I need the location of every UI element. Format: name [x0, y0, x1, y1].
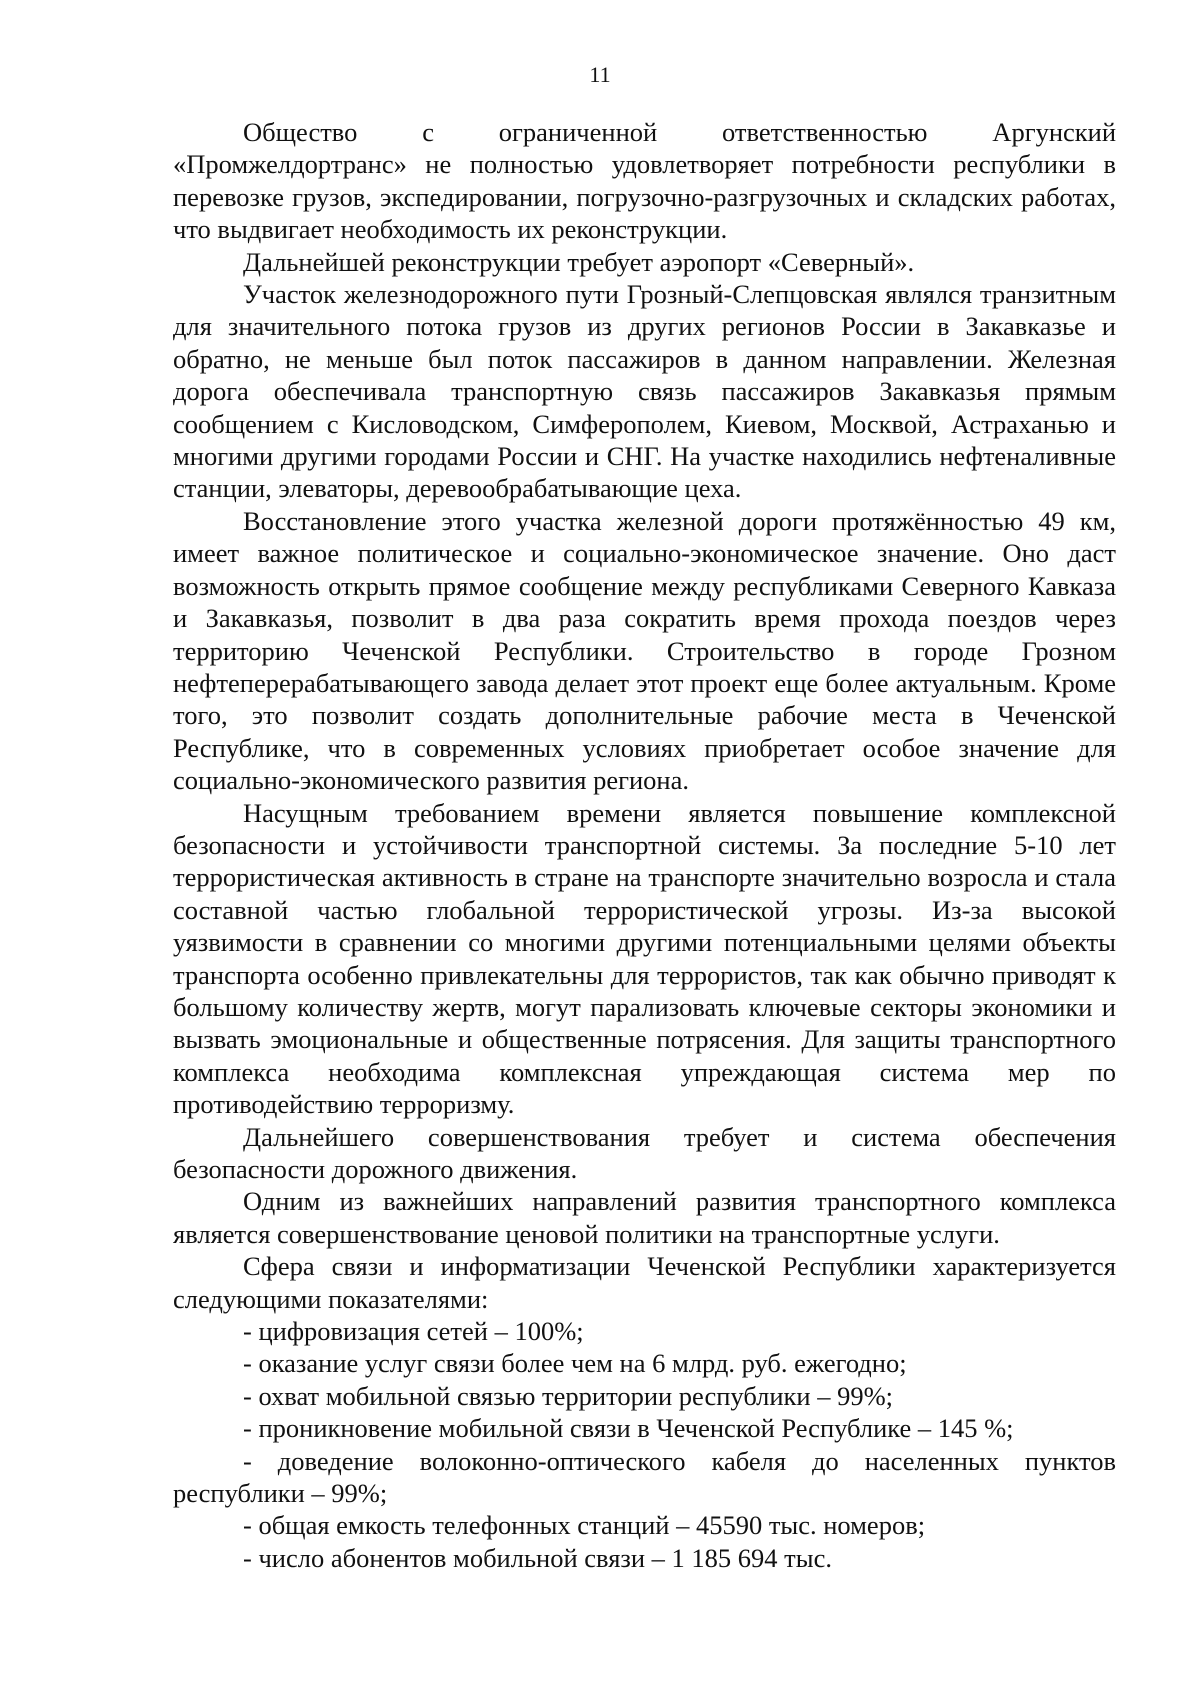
list-item: - цифровизация сетей – 100%; [243, 1316, 584, 1347]
paragraph: Восстановление этого участка железной дороги протяжённостью 49 км, имеет важное политическое и социально-экономическое значение. Оно даст возможность открыть прямое сообщение между республиками Северного Кавказа и Закавказья, позволит в два раза сократить время прохода поездов через территорию Чеченской Республики. Строительство в городе Грозном нефтеперерабатывающего завода делает этот проект еще более актуальным. Кроме того, это позволит создать дополнительные рабочие места в Чеченской Республике, что в современных условиях приобретает особое значение для социально-экономического развития региона. [173, 505, 1116, 796]
list-item: - общая емкость телефонных станций – 45590 тыс. номеров; [243, 1510, 926, 1541]
paragraph: Дальнейшего совершенствования требует и система обеспечения безопасности дорожного движения. [173, 1121, 1116, 1184]
paragraph: Общество с ограниченной ответственностью Аргунский «Промжелдортранс» не полностью удовлетворяет потребности республики в перевозке грузов, экспедировании, погрузочно-разгрузочных и складских работах, что выдвигает необходимость их реконструкции. [173, 117, 1116, 245]
list-item: - доведение волоконно-оптического кабеля до населенных пунктов республики – 99%; [173, 1445, 1116, 1509]
document-body [173, 116, 1116, 1574]
paragraph: Одним из важнейших направлений развития транспортного комплекса является совершенствование ценовой политики на транспортные услуги. [173, 1186, 1116, 1249]
page-number: 11 [589, 62, 611, 87]
paragraph: Насущным требованием времени является повышение комплексной безопасности и устойчивости транспортной системы. За последние 5-10 лет террористическая активность в стране на транспорте значительно возросла и стала составной частью глобальной террористической угрозы. Из-за высокой уязвимости в сравнении со многими другими потенциальными целями объекты транспорта особенно привлекательны для террористов, так как обычно приводят к большому количеству жертв, могут парализовать ключевые секторы экономики и вызвать эмоциональные и общественные потрясения. Для защиты транспортного комплекса необходима комплексная упреждающая система мер по противодействию терроризму. [173, 797, 1116, 1120]
list-item: - оказание услуг связи более чем на 6 млрд. руб. ежегодно; [243, 1348, 907, 1379]
list-item: - проникновение мобильной связи в Чеченской Республике – 145 %; [243, 1413, 1014, 1444]
paragraph: Дальнейшей реконструкции требует аэропорт «Северный». [243, 246, 915, 277]
paragraph: Сфера связи и информатизации Чеченской Республики характеризуется следующими показателями: [173, 1251, 1116, 1314]
list-item: - охват мобильной связью территории республики – 99%; [243, 1380, 894, 1411]
indicator-list [173, 1315, 1116, 1574]
paragraph: Участок железнодорожного пути Грозный-Слепцовская являлся транзитным для значительного потока грузов из других регионов России в Закавказье и обратно, не меньше был поток пассажиров в данном направлении. Железная дорога обеспечивала транспортную связь пассажиров Закавказья прямым сообщением с Кисловодском, Симферополем, Киевом, Москвой, Астраханью и многими другими городами России и СНГ. На участке находились нефтеналивные станции, элеваторы, деревообрабатывающие цеха. [173, 279, 1116, 504]
list-item: - число абонентов мобильной связи – 1 185 694 тыс. [243, 1542, 832, 1573]
